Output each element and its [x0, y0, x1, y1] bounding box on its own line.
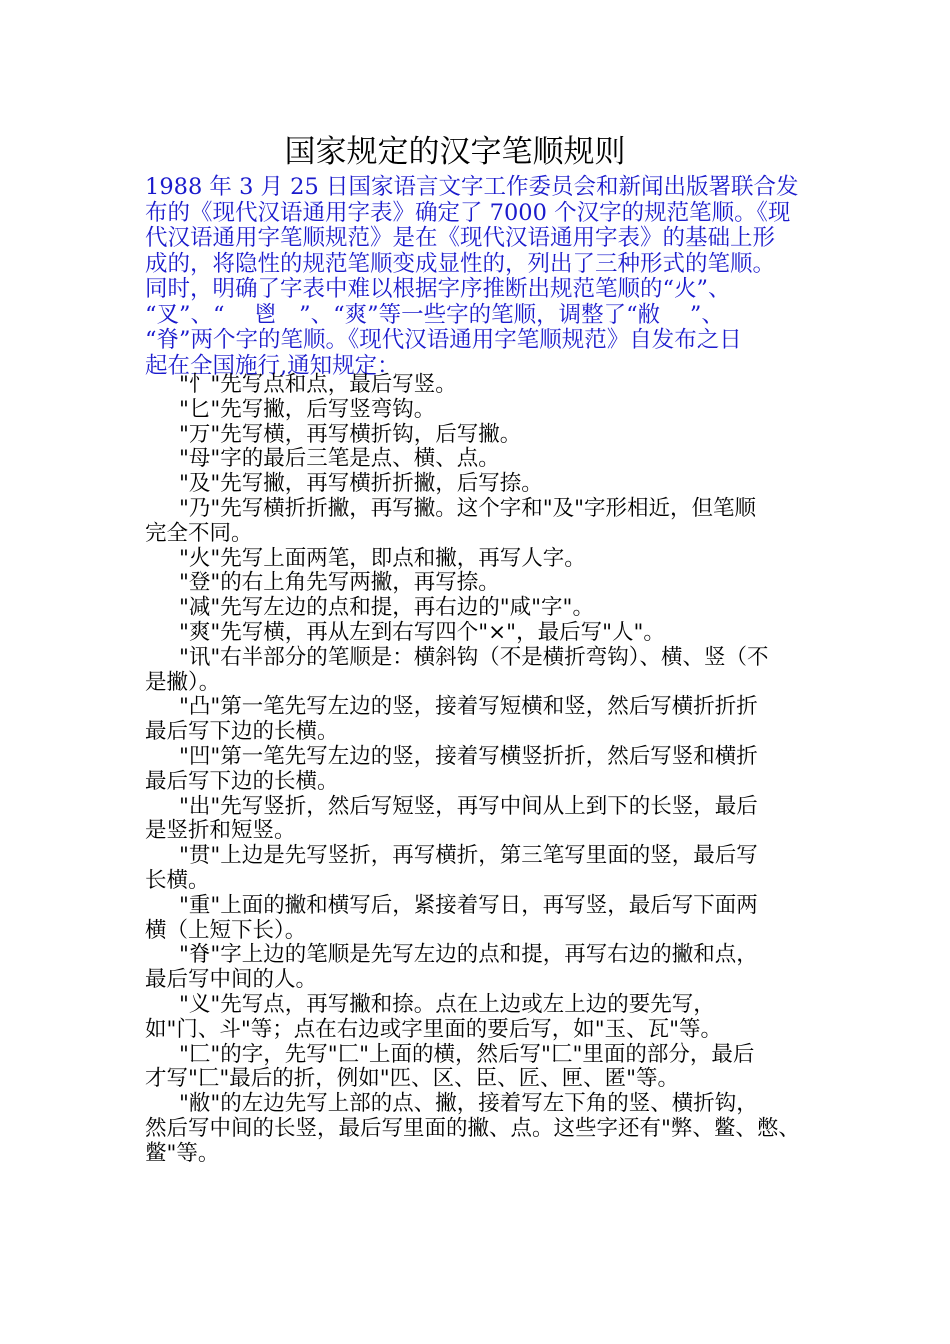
rules-list	[145, 373, 825, 1167]
rule-line: 是竖折和短竖。	[145, 818, 296, 844]
rule-line: "乃"先写横折折撇，再写撇。这个字和"及"字形相近，但笔顺	[179, 495, 757, 521]
rule-line: 如"门、斗"等；点在右边或字里面的要后写，如"玉、瓦"等。	[145, 1016, 723, 1042]
rule-line: "母"字的最后三笔是点、横、点。	[179, 446, 500, 472]
rule-line: "爽"先写横，再从左到右写四个"×"，最后写"人"。	[179, 619, 665, 645]
rule-line: "讯"右半部分的笔顺是：横斜钩（不是横折弯钩）、横、竖（不	[179, 644, 769, 670]
rule-line: "火"先写上面两笔，即点和撇，再写人字。	[179, 545, 586, 571]
intro-paragraph	[145, 175, 825, 379]
rule-line: "凹"第一笔先写左边的竖，接着写横竖折折，然后写竖和横折	[179, 743, 758, 769]
intro-line: 布的《现代汉语通用字表》确定了 7000 个汉字的规范笔顺。《现	[145, 199, 791, 226]
intro-line: “叉”、“ 鬯 ”、“爽”等一些字的笔顺，调整了“敝 ”、	[145, 301, 724, 328]
rule-line: "凸"第一笔先写左边的竖，接着写短横和竖，然后写横折折折	[179, 694, 758, 720]
rule-line: 鳖"等。	[145, 1140, 220, 1166]
page-title: 国家规定的汉字笔顺规则	[284, 134, 626, 170]
rule-line: 才写"匚"最后的折，例如"匹、区、臣、匠、匣、匿"等。	[145, 1066, 680, 1092]
rule-line: "义"先写点，再写撇和捺。点在上边或左上边的要先写，	[179, 991, 715, 1017]
intro-line: 代汉语通用字笔顺规范》是在《现代汉语通用字表》的基础上形	[145, 225, 776, 251]
rule-line: "登"的右上角先写两撇，再写捺。	[179, 570, 500, 596]
rule-line: 横（上短下长）。	[145, 917, 307, 943]
rule-line: "减"先写左边的点和提，再右边的"咸"字"。	[179, 595, 594, 621]
rule-line: "脊"字上边的笔顺是先写左边的点和提，再写右边的撇和点，	[179, 942, 758, 968]
rule-line: "出"先写竖折，然后写短竖，再写中间从上到下的长竖，最后	[179, 793, 758, 819]
rule-line: "匕"先写撇，后写竖弯钩。	[179, 396, 436, 422]
intro-line: 1988 年 3 月 25 日国家语言文字工作委员会和新闻出版署联合发	[145, 174, 799, 200]
rule-line: "敝"的左边先写上部的点、撇，接着写左下角的竖、横折钩，	[179, 1091, 758, 1117]
rule-line: 是撇）。	[145, 669, 221, 695]
rule-line: "重"上面的撇和横写后，紧接着写日，再写竖，最后写下面两	[179, 892, 758, 918]
intro-line: “脊”两个字的笔顺。《现代汉语通用字笔顺规范》自发布之日	[145, 327, 742, 353]
intro-line: 成的，将隐性的规范笔顺变成显性的，列出了三种形式的笔顺。	[145, 250, 776, 277]
rule-line: 完全不同。	[145, 520, 253, 546]
rule-line: 最后写下边的长横。	[145, 719, 339, 745]
rule-line: "贯"上边是先写竖折，再写横折，第三笔写里面的竖，最后写	[179, 843, 758, 869]
intro-line: 同时，明确了字表中难以根据字序推断出规范笔顺的“火”、	[145, 276, 731, 302]
rule-line: 然后写中间的长竖，最后写里面的撇、点。这些字还有"弊、鳖、憋、	[145, 1115, 800, 1141]
rule-line: 最后写下边的长横。	[145, 768, 339, 794]
rule-line: 长横。	[145, 867, 210, 893]
rule-line: "匚"的字，先写"匚"上面的横，然后写"匚"里面的部分，最后	[179, 1041, 755, 1067]
rule-line: "忄"先写点和点，最后写竖。	[179, 372, 457, 397]
rule-line: "万"先写横，再写横折钩，后写撇。	[179, 421, 522, 447]
intro-line: 起在全国施行,通知规定：	[145, 352, 400, 379]
rule-line: "及"先写撇，再写横折折撇，后写捺。	[179, 471, 543, 497]
rule-line: 最后写中间的人。	[145, 967, 318, 993]
